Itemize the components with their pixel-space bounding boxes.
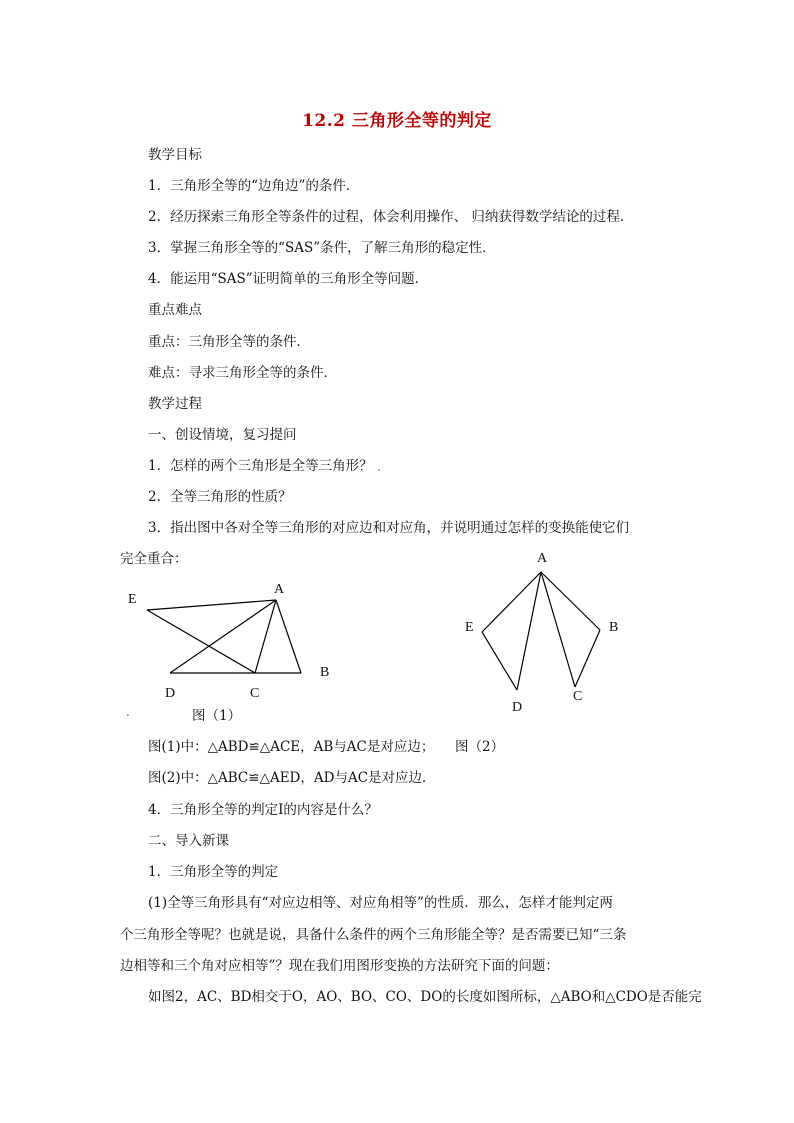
stray-dot: . [126, 705, 130, 719]
figure-2-caption: 图（2） [455, 739, 505, 755]
question-2: 2．全等三角形的性质？ [148, 489, 292, 505]
goal-1: 1．三角形全等的“边角边”的条件． [148, 178, 360, 194]
heading-teaching-goals: 教学目标 [148, 147, 202, 163]
segment-DA [517, 572, 541, 690]
segment-EA [147, 600, 276, 610]
fig1-label-E: E [128, 592, 137, 607]
fig1-label-D: D [165, 686, 176, 701]
stray-dot: . [377, 460, 381, 474]
paragraph-line-1: (1)全等三角形具有“对应边相等、对应角相等”的性质．那么，怎样才能判定两 [148, 895, 613, 911]
fig2-label-D: D [512, 700, 523, 715]
heading-teaching-process: 教学过程 [148, 396, 202, 412]
figure-1-caption: 图（1） [192, 708, 242, 724]
question-3-continued: 完全重合： [120, 551, 188, 567]
goal-2: 2．经历探索三角形全等条件的过程，体会利用操作、 归纳获得数学结论的过程． [148, 209, 634, 225]
fig1-label-C: C [250, 686, 260, 701]
fig1-label-B: B [320, 665, 330, 680]
segment-EC [147, 610, 255, 673]
question-1: 1．怎样的两个三角形是全等三角形？ [148, 458, 373, 474]
page-title: 12.2 三角形全等的判定 [302, 111, 492, 131]
figure-1-answer: 图(1)中：△ABD≌△ACE，AB与AC是对应边； [148, 739, 435, 755]
section-two-heading: 二、导入新课 [148, 833, 229, 849]
segment-DA [170, 600, 276, 673]
figure-2-answer: 图(2)中：△ABC≌△AED，AD与AC是对应边． [148, 770, 436, 786]
segment-CA [255, 600, 276, 673]
question-3: 3．指出图中各对全等三角形的对应边和对应角，并说明通过怎样的变换能使它们 [148, 520, 630, 536]
fig2-label-A: A [537, 551, 548, 566]
key-point: 重点：三角形全等的条件． [148, 334, 310, 350]
segment-AB [276, 600, 301, 673]
segment-AE [482, 572, 541, 632]
fig2-label-E: E [465, 620, 474, 635]
fig2-label-B: B [609, 620, 619, 635]
subsection-1-heading: 1．三角形全等的判定 [148, 864, 279, 880]
goal-4: 4．能运用“SAS”证明简单的三角形全等问题． [148, 271, 429, 287]
paragraph-line-2: 个三角形全等呢？也就是说，具备什么条件的两个三角形能全等？是否需要已知“三条 [120, 927, 627, 943]
paragraph-line-4: 如图2，AC、BD相交于O，AO、BO、CO、DO的长度如图所标，△ABO和△CDO是否能完 [148, 989, 702, 1005]
difficult-point: 难点：寻求三角形全等的条件． [148, 365, 337, 381]
goal-3: 3．掌握三角形全等的“SAS”条件，了解三角形的稳定性． [148, 240, 496, 256]
paragraph-line-3: 边相等和三个角对应相等”？现在我们用图形变换的方法研究下面的问题： [120, 958, 559, 974]
question-4: 4．三角形全等的判定Ⅰ的内容是什么？ [148, 802, 378, 818]
heading-key-points: 重点难点 [148, 302, 202, 318]
figure-2-diagram [482, 572, 600, 690]
section-one-heading: 一、创设情境，复习提问 [148, 427, 297, 443]
fig2-label-C: C [573, 689, 583, 704]
segment-ED [482, 632, 517, 690]
segment-BC [575, 630, 600, 687]
figure-1-diagram [147, 600, 301, 673]
fig1-label-A: A [274, 582, 285, 597]
